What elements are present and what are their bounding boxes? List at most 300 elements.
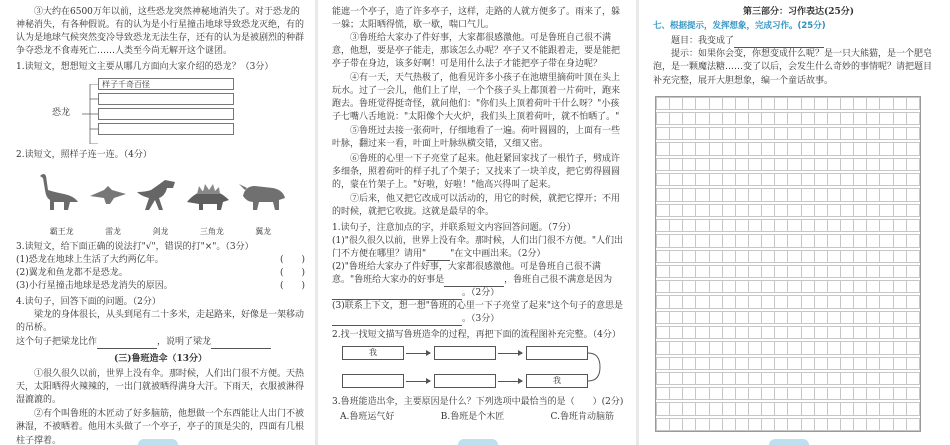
grid-cell[interactable] (722, 357, 735, 369)
grid-cell[interactable] (670, 327, 683, 339)
grid-cell[interactable] (670, 357, 683, 369)
answer-box[interactable] (98, 108, 234, 120)
grid-cell[interactable] (840, 281, 853, 293)
grid-cell[interactable] (840, 418, 853, 430)
grid-cell[interactable] (775, 388, 788, 400)
grid-cell[interactable] (880, 372, 893, 384)
writing-grid-table[interactable] (656, 97, 920, 432)
grid-cell[interactable] (709, 112, 722, 124)
grid-cell[interactable] (854, 143, 867, 155)
grid-cell[interactable] (788, 174, 801, 186)
grid-cell[interactable] (801, 235, 814, 247)
grid-cell[interactable] (775, 250, 788, 262)
grid-cell[interactable] (854, 311, 867, 323)
grid-cell[interactable] (735, 250, 748, 262)
grid-cell[interactable] (840, 143, 853, 155)
grid-cell[interactable] (709, 219, 722, 231)
grid-cell[interactable] (788, 403, 801, 415)
grid-cell[interactable] (840, 174, 853, 186)
grid-cell[interactable] (722, 388, 735, 400)
grid-cell[interactable] (722, 403, 735, 415)
grid-cell[interactable] (735, 235, 748, 247)
flow-box-empty[interactable] (434, 374, 496, 388)
grid-cell[interactable] (709, 158, 722, 170)
grid-cell[interactable] (683, 296, 696, 308)
answer-blank[interactable] (97, 340, 157, 349)
grid-cell[interactable] (670, 158, 683, 170)
grid-cell[interactable] (657, 128, 670, 140)
grid-cell[interactable] (748, 219, 761, 231)
grid-cell[interactable] (854, 357, 867, 369)
grid-cell[interactable] (696, 235, 709, 247)
grid-cell[interactable] (840, 189, 853, 201)
grid-cell[interactable] (748, 143, 761, 155)
grid-cell[interactable] (893, 97, 906, 109)
grid-cell[interactable] (867, 403, 880, 415)
grid-cell[interactable] (735, 357, 748, 369)
grid-cell[interactable] (893, 265, 906, 277)
grid-cell[interactable] (893, 158, 906, 170)
grid-cell[interactable] (775, 219, 788, 231)
grid-cell[interactable] (709, 204, 722, 216)
grid-cell[interactable] (801, 174, 814, 186)
flow-box-empty[interactable] (434, 346, 496, 360)
grid-cell[interactable] (867, 281, 880, 293)
grid-cell[interactable] (906, 342, 919, 354)
grid-cell[interactable] (683, 143, 696, 155)
grid-cell[interactable] (801, 281, 814, 293)
grid-cell[interactable] (801, 250, 814, 262)
grid-cell[interactable] (880, 388, 893, 400)
grid-cell[interactable] (893, 342, 906, 354)
grid-cell[interactable] (814, 204, 827, 216)
grid-cell[interactable] (893, 418, 906, 430)
grid-cell[interactable] (735, 219, 748, 231)
grid-cell[interactable] (762, 128, 775, 140)
grid-cell[interactable] (880, 97, 893, 109)
grid-cell[interactable] (762, 174, 775, 186)
grid-cell[interactable] (867, 174, 880, 186)
answer-box[interactable] (98, 123, 234, 135)
grid-cell[interactable] (762, 112, 775, 124)
grid-cell[interactable] (762, 342, 775, 354)
grid-cell[interactable] (683, 342, 696, 354)
grid-cell[interactable] (788, 296, 801, 308)
grid-cell[interactable] (735, 418, 748, 430)
grid-cell[interactable] (880, 235, 893, 247)
grid-cell[interactable] (683, 372, 696, 384)
grid-cell[interactable] (709, 418, 722, 430)
flow-box-empty[interactable] (526, 346, 588, 360)
grid-cell[interactable] (683, 418, 696, 430)
grid-cell[interactable] (762, 250, 775, 262)
choice-b[interactable]: B.鲁班是个木匠 (440, 412, 505, 423)
grid-cell[interactable] (683, 327, 696, 339)
grid-cell[interactable] (906, 357, 919, 369)
grid-cell[interactable] (735, 311, 748, 323)
grid-cell[interactable] (735, 112, 748, 124)
grid-cell[interactable] (906, 158, 919, 170)
grid-cell[interactable] (762, 311, 775, 323)
grid-cell[interactable] (854, 265, 867, 277)
grid-cell[interactable] (814, 357, 827, 369)
grid-cell[interactable] (670, 372, 683, 384)
grid-cell[interactable] (906, 281, 919, 293)
grid-cell[interactable] (880, 174, 893, 186)
grid-cell[interactable] (840, 250, 853, 262)
grid-cell[interactable] (827, 357, 840, 369)
grid-cell[interactable] (735, 174, 748, 186)
grid-cell[interactable] (788, 311, 801, 323)
grid-cell[interactable] (735, 128, 748, 140)
grid-cell[interactable] (722, 158, 735, 170)
grid-cell[interactable] (788, 327, 801, 339)
grid-cell[interactable] (814, 327, 827, 339)
grid-cell[interactable] (788, 219, 801, 231)
grid-cell[interactable] (840, 219, 853, 231)
grid-cell[interactable] (893, 357, 906, 369)
grid-cell[interactable] (670, 296, 683, 308)
grid-cell[interactable] (709, 311, 722, 323)
grid-cell[interactable] (827, 128, 840, 140)
grid-cell[interactable] (893, 128, 906, 140)
grid-cell[interactable] (867, 143, 880, 155)
grid-cell[interactable] (683, 265, 696, 277)
grid-cell[interactable] (657, 174, 670, 186)
grid-cell[interactable] (709, 143, 722, 155)
grid-cell[interactable] (722, 418, 735, 430)
grid-cell[interactable] (801, 97, 814, 109)
grid-cell[interactable] (827, 311, 840, 323)
grid-cell[interactable] (657, 204, 670, 216)
grid-cell[interactable] (814, 372, 827, 384)
grid-cell[interactable] (893, 250, 906, 262)
grid-cell[interactable] (814, 296, 827, 308)
answer-paren[interactable]: ( ) (279, 281, 305, 292)
grid-cell[interactable] (867, 112, 880, 124)
grid-cell[interactable] (814, 219, 827, 231)
grid-cell[interactable] (788, 235, 801, 247)
grid-cell[interactable] (696, 418, 709, 430)
grid-cell[interactable] (788, 189, 801, 201)
grid-cell[interactable] (748, 189, 761, 201)
grid-cell[interactable] (709, 342, 722, 354)
grid-cell[interactable] (683, 128, 696, 140)
grid-cell[interactable] (788, 97, 801, 109)
grid-cell[interactable] (880, 112, 893, 124)
grid-cell[interactable] (657, 281, 670, 293)
grid-cell[interactable] (814, 403, 827, 415)
grid-cell[interactable] (906, 97, 919, 109)
grid-cell[interactable] (880, 189, 893, 201)
grid-cell[interactable] (775, 265, 788, 277)
grid-cell[interactable] (670, 219, 683, 231)
grid-cell[interactable] (696, 112, 709, 124)
grid-cell[interactable] (670, 250, 683, 262)
grid-cell[interactable] (840, 311, 853, 323)
grid-cell[interactable] (696, 357, 709, 369)
grid-cell[interactable] (709, 97, 722, 109)
grid-cell[interactable] (801, 189, 814, 201)
grid-cell[interactable] (709, 250, 722, 262)
grid-cell[interactable] (814, 235, 827, 247)
grid-cell[interactable] (854, 97, 867, 109)
grid-cell[interactable] (722, 372, 735, 384)
grid-cell[interactable] (814, 281, 827, 293)
grid-cell[interactable] (696, 158, 709, 170)
grid-cell[interactable] (657, 250, 670, 262)
grid-cell[interactable] (867, 311, 880, 323)
grid-cell[interactable] (722, 143, 735, 155)
grid-cell[interactable] (801, 388, 814, 400)
grid-cell[interactable] (788, 204, 801, 216)
answer-box[interactable] (98, 93, 234, 105)
grid-cell[interactable] (801, 204, 814, 216)
grid-cell[interactable] (748, 372, 761, 384)
grid-cell[interactable] (893, 143, 906, 155)
grid-cell[interactable] (735, 372, 748, 384)
grid-cell[interactable] (906, 250, 919, 262)
grid-cell[interactable] (840, 296, 853, 308)
grid-cell[interactable] (709, 296, 722, 308)
grid-cell[interactable] (670, 388, 683, 400)
answer-box[interactable]: 样子千奇百怪 (98, 78, 234, 90)
grid-cell[interactable] (748, 265, 761, 277)
grid-cell[interactable] (840, 112, 853, 124)
grid-cell[interactable] (735, 327, 748, 339)
grid-cell[interactable] (854, 204, 867, 216)
grid-cell[interactable] (788, 128, 801, 140)
grid-cell[interactable] (867, 388, 880, 400)
grid-cell[interactable] (840, 327, 853, 339)
grid-cell[interactable] (801, 143, 814, 155)
grid-cell[interactable] (880, 143, 893, 155)
grid-cell[interactable] (657, 418, 670, 430)
grid-cell[interactable] (854, 342, 867, 354)
grid-cell[interactable] (801, 403, 814, 415)
grid-cell[interactable] (893, 281, 906, 293)
grid-cell[interactable] (867, 97, 880, 109)
grid-cell[interactable] (893, 311, 906, 323)
choice-c[interactable]: C.鲁班肯动脑筋 (550, 412, 614, 423)
grid-cell[interactable] (906, 189, 919, 201)
grid-cell[interactable] (906, 372, 919, 384)
grid-cell[interactable] (814, 342, 827, 354)
grid-cell[interactable] (670, 204, 683, 216)
grid-cell[interactable] (670, 418, 683, 430)
grid-cell[interactable] (735, 204, 748, 216)
grid-cell[interactable] (657, 388, 670, 400)
grid-cell[interactable] (840, 97, 853, 109)
answer-blank[interactable] (332, 291, 462, 300)
grid-cell[interactable] (775, 143, 788, 155)
answer-blank[interactable] (444, 278, 504, 287)
grid-cell[interactable] (827, 403, 840, 415)
grid-cell[interactable] (880, 204, 893, 216)
grid-cell[interactable] (683, 235, 696, 247)
grid-cell[interactable] (893, 296, 906, 308)
grid-cell[interactable] (762, 189, 775, 201)
grid-cell[interactable] (748, 97, 761, 109)
grid-cell[interactable] (906, 143, 919, 155)
grid-cell[interactable] (801, 311, 814, 323)
grid-cell[interactable] (867, 250, 880, 262)
grid-cell[interactable] (696, 372, 709, 384)
grid-cell[interactable] (735, 388, 748, 400)
grid-cell[interactable] (683, 281, 696, 293)
grid-cell[interactable] (670, 189, 683, 201)
grid-cell[interactable] (722, 174, 735, 186)
grid-cell[interactable] (827, 219, 840, 231)
grid-cell[interactable] (801, 219, 814, 231)
grid-cell[interactable] (762, 204, 775, 216)
grid-cell[interactable] (880, 128, 893, 140)
grid-cell[interactable] (775, 403, 788, 415)
grid-cell[interactable] (748, 342, 761, 354)
answer-blank[interactable] (426, 252, 450, 261)
grid-cell[interactable] (880, 281, 893, 293)
grid-cell[interactable] (840, 357, 853, 369)
grid-cell[interactable] (906, 204, 919, 216)
grid-cell[interactable] (709, 174, 722, 186)
grid-cell[interactable] (709, 281, 722, 293)
grid-cell[interactable] (840, 388, 853, 400)
grid-cell[interactable] (722, 296, 735, 308)
grid-cell[interactable] (893, 174, 906, 186)
grid-cell[interactable] (867, 128, 880, 140)
grid-cell[interactable] (775, 357, 788, 369)
grid-cell[interactable] (696, 219, 709, 231)
grid-cell[interactable] (735, 189, 748, 201)
grid-cell[interactable] (735, 158, 748, 170)
grid-cell[interactable] (683, 204, 696, 216)
grid-cell[interactable] (735, 403, 748, 415)
grid-cell[interactable] (762, 418, 775, 430)
grid-cell[interactable] (762, 219, 775, 231)
grid-cell[interactable] (748, 311, 761, 323)
grid-cell[interactable] (722, 281, 735, 293)
grid-cell[interactable] (775, 235, 788, 247)
grid-cell[interactable] (867, 235, 880, 247)
grid-cell[interactable] (775, 112, 788, 124)
grid-cell[interactable] (762, 372, 775, 384)
grid-cell[interactable] (735, 265, 748, 277)
grid-cell[interactable] (906, 112, 919, 124)
grid-cell[interactable] (722, 250, 735, 262)
grid-cell[interactable] (696, 296, 709, 308)
grid-cell[interactable] (867, 265, 880, 277)
grid-cell[interactable] (775, 204, 788, 216)
grid-cell[interactable] (709, 357, 722, 369)
grid-cell[interactable] (709, 189, 722, 201)
grid-cell[interactable] (709, 327, 722, 339)
grid-cell[interactable] (880, 219, 893, 231)
grid-cell[interactable] (683, 357, 696, 369)
grid-cell[interactable] (801, 128, 814, 140)
grid-cell[interactable] (735, 281, 748, 293)
grid-cell[interactable] (827, 189, 840, 201)
grid-cell[interactable] (867, 296, 880, 308)
grid-cell[interactable] (880, 250, 893, 262)
grid-cell[interactable] (748, 174, 761, 186)
flow-box-empty[interactable] (342, 374, 404, 388)
grid-cell[interactable] (657, 327, 670, 339)
grid-cell[interactable] (683, 97, 696, 109)
answer-blank[interactable] (211, 340, 271, 349)
grid-cell[interactable] (657, 403, 670, 415)
grid-cell[interactable] (788, 388, 801, 400)
grid-cell[interactable] (696, 342, 709, 354)
grid-cell[interactable] (696, 388, 709, 400)
grid-cell[interactable] (854, 174, 867, 186)
grid-cell[interactable] (906, 219, 919, 231)
grid-cell[interactable] (788, 281, 801, 293)
grid-cell[interactable] (709, 235, 722, 247)
grid-cell[interactable] (683, 189, 696, 201)
grid-cell[interactable] (748, 112, 761, 124)
grid-cell[interactable] (801, 158, 814, 170)
grid-cell[interactable] (670, 281, 683, 293)
grid-cell[interactable] (827, 204, 840, 216)
grid-cell[interactable] (735, 143, 748, 155)
grid-cell[interactable] (867, 189, 880, 201)
grid-cell[interactable] (670, 265, 683, 277)
grid-cell[interactable] (788, 250, 801, 262)
grid-cell[interactable] (840, 342, 853, 354)
grid-cell[interactable] (801, 265, 814, 277)
grid-cell[interactable] (827, 327, 840, 339)
grid-cell[interactable] (867, 342, 880, 354)
grid-cell[interactable] (735, 342, 748, 354)
grid-cell[interactable] (657, 189, 670, 201)
grid-cell[interactable] (709, 403, 722, 415)
grid-cell[interactable] (657, 265, 670, 277)
grid-cell[interactable] (801, 357, 814, 369)
grid-cell[interactable] (748, 296, 761, 308)
grid-cell[interactable] (670, 112, 683, 124)
grid-cell[interactable] (827, 281, 840, 293)
grid-cell[interactable] (827, 250, 840, 262)
topic-blank[interactable] (734, 39, 824, 48)
grid-cell[interactable] (762, 357, 775, 369)
grid-cell[interactable] (867, 418, 880, 430)
grid-cell[interactable] (840, 128, 853, 140)
grid-cell[interactable] (775, 189, 788, 201)
grid-cell[interactable] (722, 112, 735, 124)
grid-cell[interactable] (906, 311, 919, 323)
grid-cell[interactable] (880, 342, 893, 354)
grid-cell[interactable] (722, 128, 735, 140)
grid-cell[interactable] (775, 327, 788, 339)
grid-cell[interactable] (854, 372, 867, 384)
grid-cell[interactable] (801, 418, 814, 430)
grid-cell[interactable] (683, 388, 696, 400)
grid-cell[interactable] (801, 112, 814, 124)
grid-cell[interactable] (840, 403, 853, 415)
grid-cell[interactable] (657, 357, 670, 369)
grid-cell[interactable] (854, 281, 867, 293)
grid-cell[interactable] (867, 372, 880, 384)
grid-cell[interactable] (775, 128, 788, 140)
grid-cell[interactable] (709, 388, 722, 400)
grid-cell[interactable] (854, 158, 867, 170)
grid-cell[interactable] (867, 204, 880, 216)
grid-cell[interactable] (775, 342, 788, 354)
grid-cell[interactable] (722, 327, 735, 339)
grid-cell[interactable] (827, 112, 840, 124)
grid-cell[interactable] (748, 128, 761, 140)
answer-paren[interactable]: ( ) (279, 254, 305, 265)
